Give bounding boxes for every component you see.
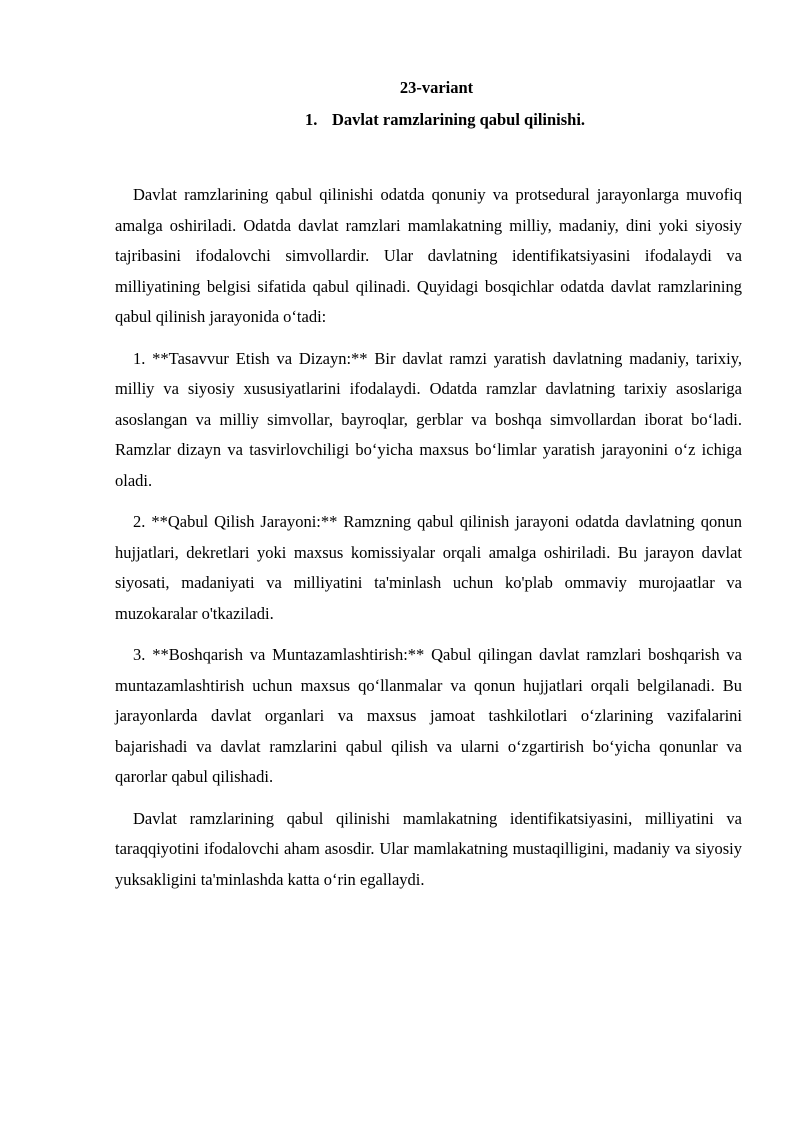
section-heading [305, 109, 585, 131]
paragraph-step-2: 2. **Qabul Qilish Jarayoni:** Ramzning qabul qilinish jarayoni odatda davlatning qonun hujjatlari, dekretlari yoki maxsus komissiyalar orqali amalga oshiriladi. Bu jarayon davlat siyosati, madaniyati va milliyatini ta'minlash uchun ko'plab ommaviy murojaatlar va muzokaralar o'tkaziladi. [115, 512, 742, 623]
paragraph-step-1: 1. **Tasavvur Etish va Dizayn:** Bir davlat ramzi yaratish davlatning madaniy, tarixiy, milliy va siyosiy xususiyatlarini ifodalaydi. Odatda ramzlar davlatning tarixiy asoslariga asoslangan va milliy simvollar, bayroqlar, gerblar va boshqa simvollardan iborat bo‘ladi. Ramzlar dizayn va tasvirlovchiligi bo‘yicha maxsus bo‘limlar yaratish jarayonini o‘z ichiga oladi. [115, 348, 742, 490]
body-text [115, 180, 742, 906]
variant-title: 23-variant [399, 78, 474, 97]
section-number: 1. [305, 110, 318, 129]
paragraph-intro: Davlat ramzlarining qabul qilinishi odatda qonuniy va protsedural jarayonlarga muvofiq amalga oshiriladi. Odatda davlat ramzlari mamlakatning milliy, madaniy, dini yoki siyosiy tajribasini ifodalovchi simvollardir. Ular davlatning identifikatsiyasini ifodalaydi va milliyatining belgisi sifatida qabul qilinadi. Quyidagi bosqichlar odatda davlat ramzlarining qabul qilinish jarayonida o‘tadi: [115, 185, 742, 326]
paragraph-conclusion: Davlat ramzlarining qabul qilinishi mamlakatning identifikatsiyasini, milliyatini va taraqqiyotini ifodalovchi aham asosdir. Ular mamlakatning mustaqilligini, madaniy va siyosiy yuksakligini ta'minlashda katta o‘rin egallaydi. [115, 808, 742, 889]
section-title: Davlat ramzlarining qabul qilinishi. [332, 110, 586, 129]
paragraph-step-3: 3. **Boshqarish va Muntazamlashtirish:** Qabul qilingan davlat ramzlari boshqarish va muntazamlashtirish uchun maxsus qo‘llanmalar va qonun hujjatlari orqali belgilanadi. Bu jarayonlarda davlat organlari va maxsus jamoat tashkilotlari o‘zlarining vazifalarini bajarishadi va davlat ramzlarini qabul qilish va ularni o‘zgartirish bo‘yicha qonunlar va qarorlar qabul qilishadi. [115, 645, 742, 786]
